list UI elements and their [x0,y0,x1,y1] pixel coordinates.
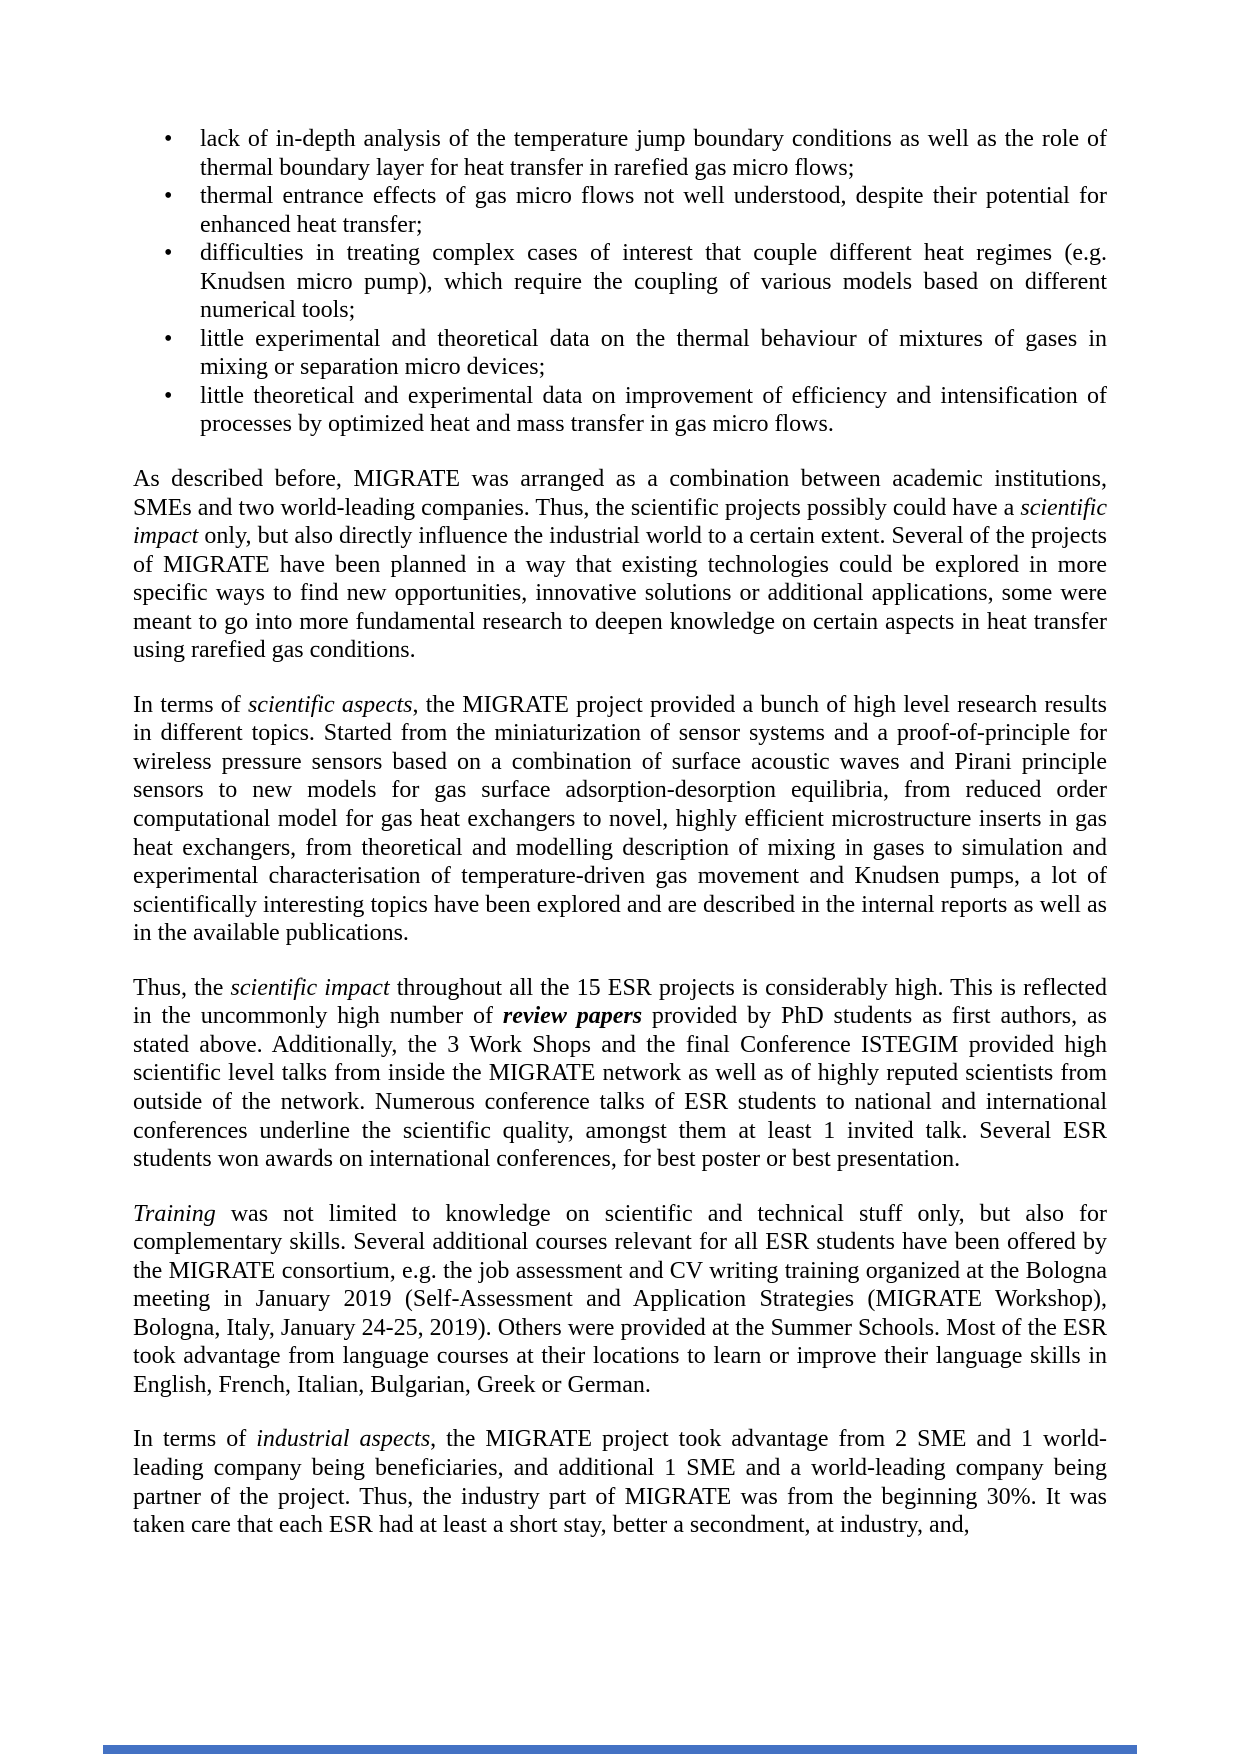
body-paragraph [133,691,1107,948]
text-run: Thus, the [133,974,231,1001]
paragraphs-container [133,465,1107,1540]
footer-accent-bar [103,1745,1137,1754]
text-run: As described before, MIGRATE was arranged as a combination between academic institutions, SMEs and two world-leading companies. Thus, the scientific projects possibly could have a [133,466,1107,521]
body-paragraph [133,465,1107,665]
bullet-item [133,325,1107,382]
italic-run: scientific impact [133,494,1107,550]
text-run: In terms of [133,691,248,718]
bullet-item [133,239,1107,325]
text-run: , the MIGRATE project provided a bunch of high level research results in different topics. Started from the miniaturization of sensor systems and a proof-of-principle for wireless pressure sensors based on a combination of surface acoustic waves and Pirani principle sensors to new models for gas surface adsorption-desorption equilibria, from reduced order computational model for gas heat exchangers to novel, highly efficient microstructure inserts in gas heat exchangers, from theoretical and modelling description of mixing in gases to simulation and experimental characterisation of temperature-driven gas movement and Knudsen pumps, a lot of scientifically interesting topics have been explored and are described in the internal reports as well as in the available publications. [133,691,1107,947]
text-run: little experimental and theoretical data on the thermal behaviour of mixtures of gases in mixing or separation micro devices; [200,325,1107,381]
text-run: thermal entrance effects of gas micro flows not well understood, despite their potential for enhanced heat transfer; [200,183,1107,238]
bullet-item [133,125,1107,182]
bold-italic-run: review papers [502,1003,643,1030]
italic-run: scientific aspects [247,691,413,718]
bullet-item [133,182,1107,239]
text-run: throughout all the 15 ESR projects is considerably high. This is reflected in the uncommonly high number of [133,974,1107,1030]
bullet-list [133,125,1107,439]
body-paragraph [133,1425,1107,1539]
italic-run: Training [133,1200,216,1227]
text-run: In terms of [133,1426,257,1453]
bullet-item [133,382,1107,439]
body-paragraph [133,974,1107,1174]
text-run: lack of in-depth analysis of the temperature jump boundary conditions as well as the role of thermal boundary layer for heat transfer in rarefied gas micro flows; [200,126,1107,181]
body-paragraph [133,1200,1107,1400]
text-run: , the MIGRATE project took advantage from 2 SME and 1 world-leading company being beneficiaries, and additional 1 SME and a world-leading company being partner of the project. Thus, the industry part of MIGRATE was from the beginning 30%. It was taken care that each ESR had at least a short stay, better a secondment, at industry, and, [133,1426,1107,1539]
text-run: provided by PhD students as first authors, as stated above. Additionally, the 3 Work Shops and the final Conference ISTEGIM provided high scientific level talks from inside the MIGRATE network as well as of highly reputed scientists from outside of the network. Numerous conference talks of ESR students to national and international conferences underline the scientific quality, amongst them at least 1 invited talk. Several ESR students won awards on international conferences, for best poster or best presentation. [133,1003,1107,1173]
text-run: difficulties in treating complex cases of interest that couple different heat regimes (e.g. Knudsen micro pump), which require the coupling of various models based on different numerical tools; [200,240,1107,324]
italic-run: scientific impact [230,974,390,1001]
text-run: little theoretical and experimental data on improvement of efficiency and intensification of processes by optimized heat and mass transfer in gas micro flows. [200,382,1107,438]
text-run: was not limited to knowledge on scientific and technical stuff only, but also for complementary skills. Several additional courses relevant for all ESR students have been offered by the MIGRATE consortium, e.g. the job assessment and CV writing training organized at the Bologna meeting in January 2019 (Self-Assessment and Application Strategies (MIGRATE Workshop), Bologna, Italy, January 24-25, 2019). Others were provided at the Summer Schools. Most of the ESR took advantage from language courses at their locations to learn or improve their language skills in English, French, Italian, Bulgarian, Greek or German. [133,1200,1107,1398]
italic-run: industrial aspects [256,1426,431,1453]
text-run: only, but also directly influence the industrial world to a certain extent. Several of the projects of MIGRATE have been planned in a way that existing technologies could be explored in more specific ways to find new opportunities, innovative solutions or additional applications, some were meant to go into more fundamental research to deepen knowledge on certain aspects in heat transfer using rarefied gas conditions. [133,523,1107,664]
text-block [133,125,1107,1540]
